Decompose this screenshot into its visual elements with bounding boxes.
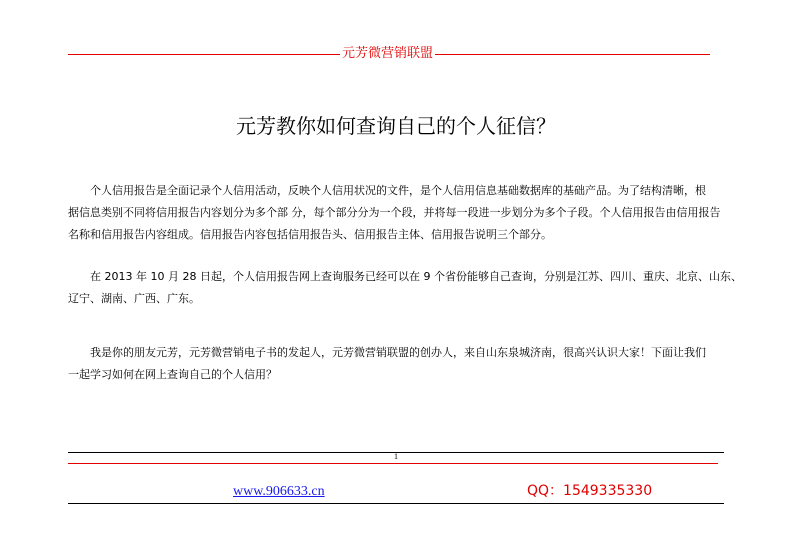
paragraph-line: 据信息类别不同将信用报告内容划分为多个部 分，每个部分分为一个段，并将每一段进一步划分为多个子段。个人信用报告由信用报告	[68, 206, 721, 219]
header-brand: 元芳微营销联盟	[342, 46, 434, 61]
paragraph-line: 一起学习如何在网上查询自己的个人信用？	[68, 368, 277, 381]
qq-contact: QQ：1549335330	[527, 483, 653, 499]
document-title: 元芳教你如何查询自己的个人征信？	[236, 114, 556, 138]
paragraph-line: 名称和信用报告内容组成。信用报告内容包括信用报告头、信用报告主体、信用报告说明三个部分。	[68, 228, 552, 241]
paragraph-line: 辽宁、湖南、广西、广东。	[68, 292, 200, 305]
paragraph-line: 我是你的朋友元芳，元芳微营销电子书的发起人，元芳微营销联盟的创办人，来自山东泉城济南，很高兴认识大家！下面让我们	[90, 346, 706, 359]
footer-bottom-rule	[68, 503, 724, 504]
footer-red-rule	[68, 463, 718, 464]
paragraph-line: 在 2013 年 10 月 28 日起，个人信用报告网上查询服务已经可以在 9 个省份能够自己查询，分别是江苏、四川、重庆、北京、山东、	[90, 270, 742, 283]
paragraph-online-query-provinces	[68, 266, 742, 310]
paragraph-line: 个人信用报告是全面记录个人信用活动，反映个人信用状况的文件，是个人信用信息基础数据库的基础产品。为了结构清晰，根	[90, 184, 706, 197]
paragraph-author-intro	[68, 342, 728, 386]
paragraph-credit-report-intro	[68, 180, 728, 246]
website-link[interactable]: www.906633.cn	[233, 484, 325, 499]
page-number: 1	[394, 452, 398, 461]
